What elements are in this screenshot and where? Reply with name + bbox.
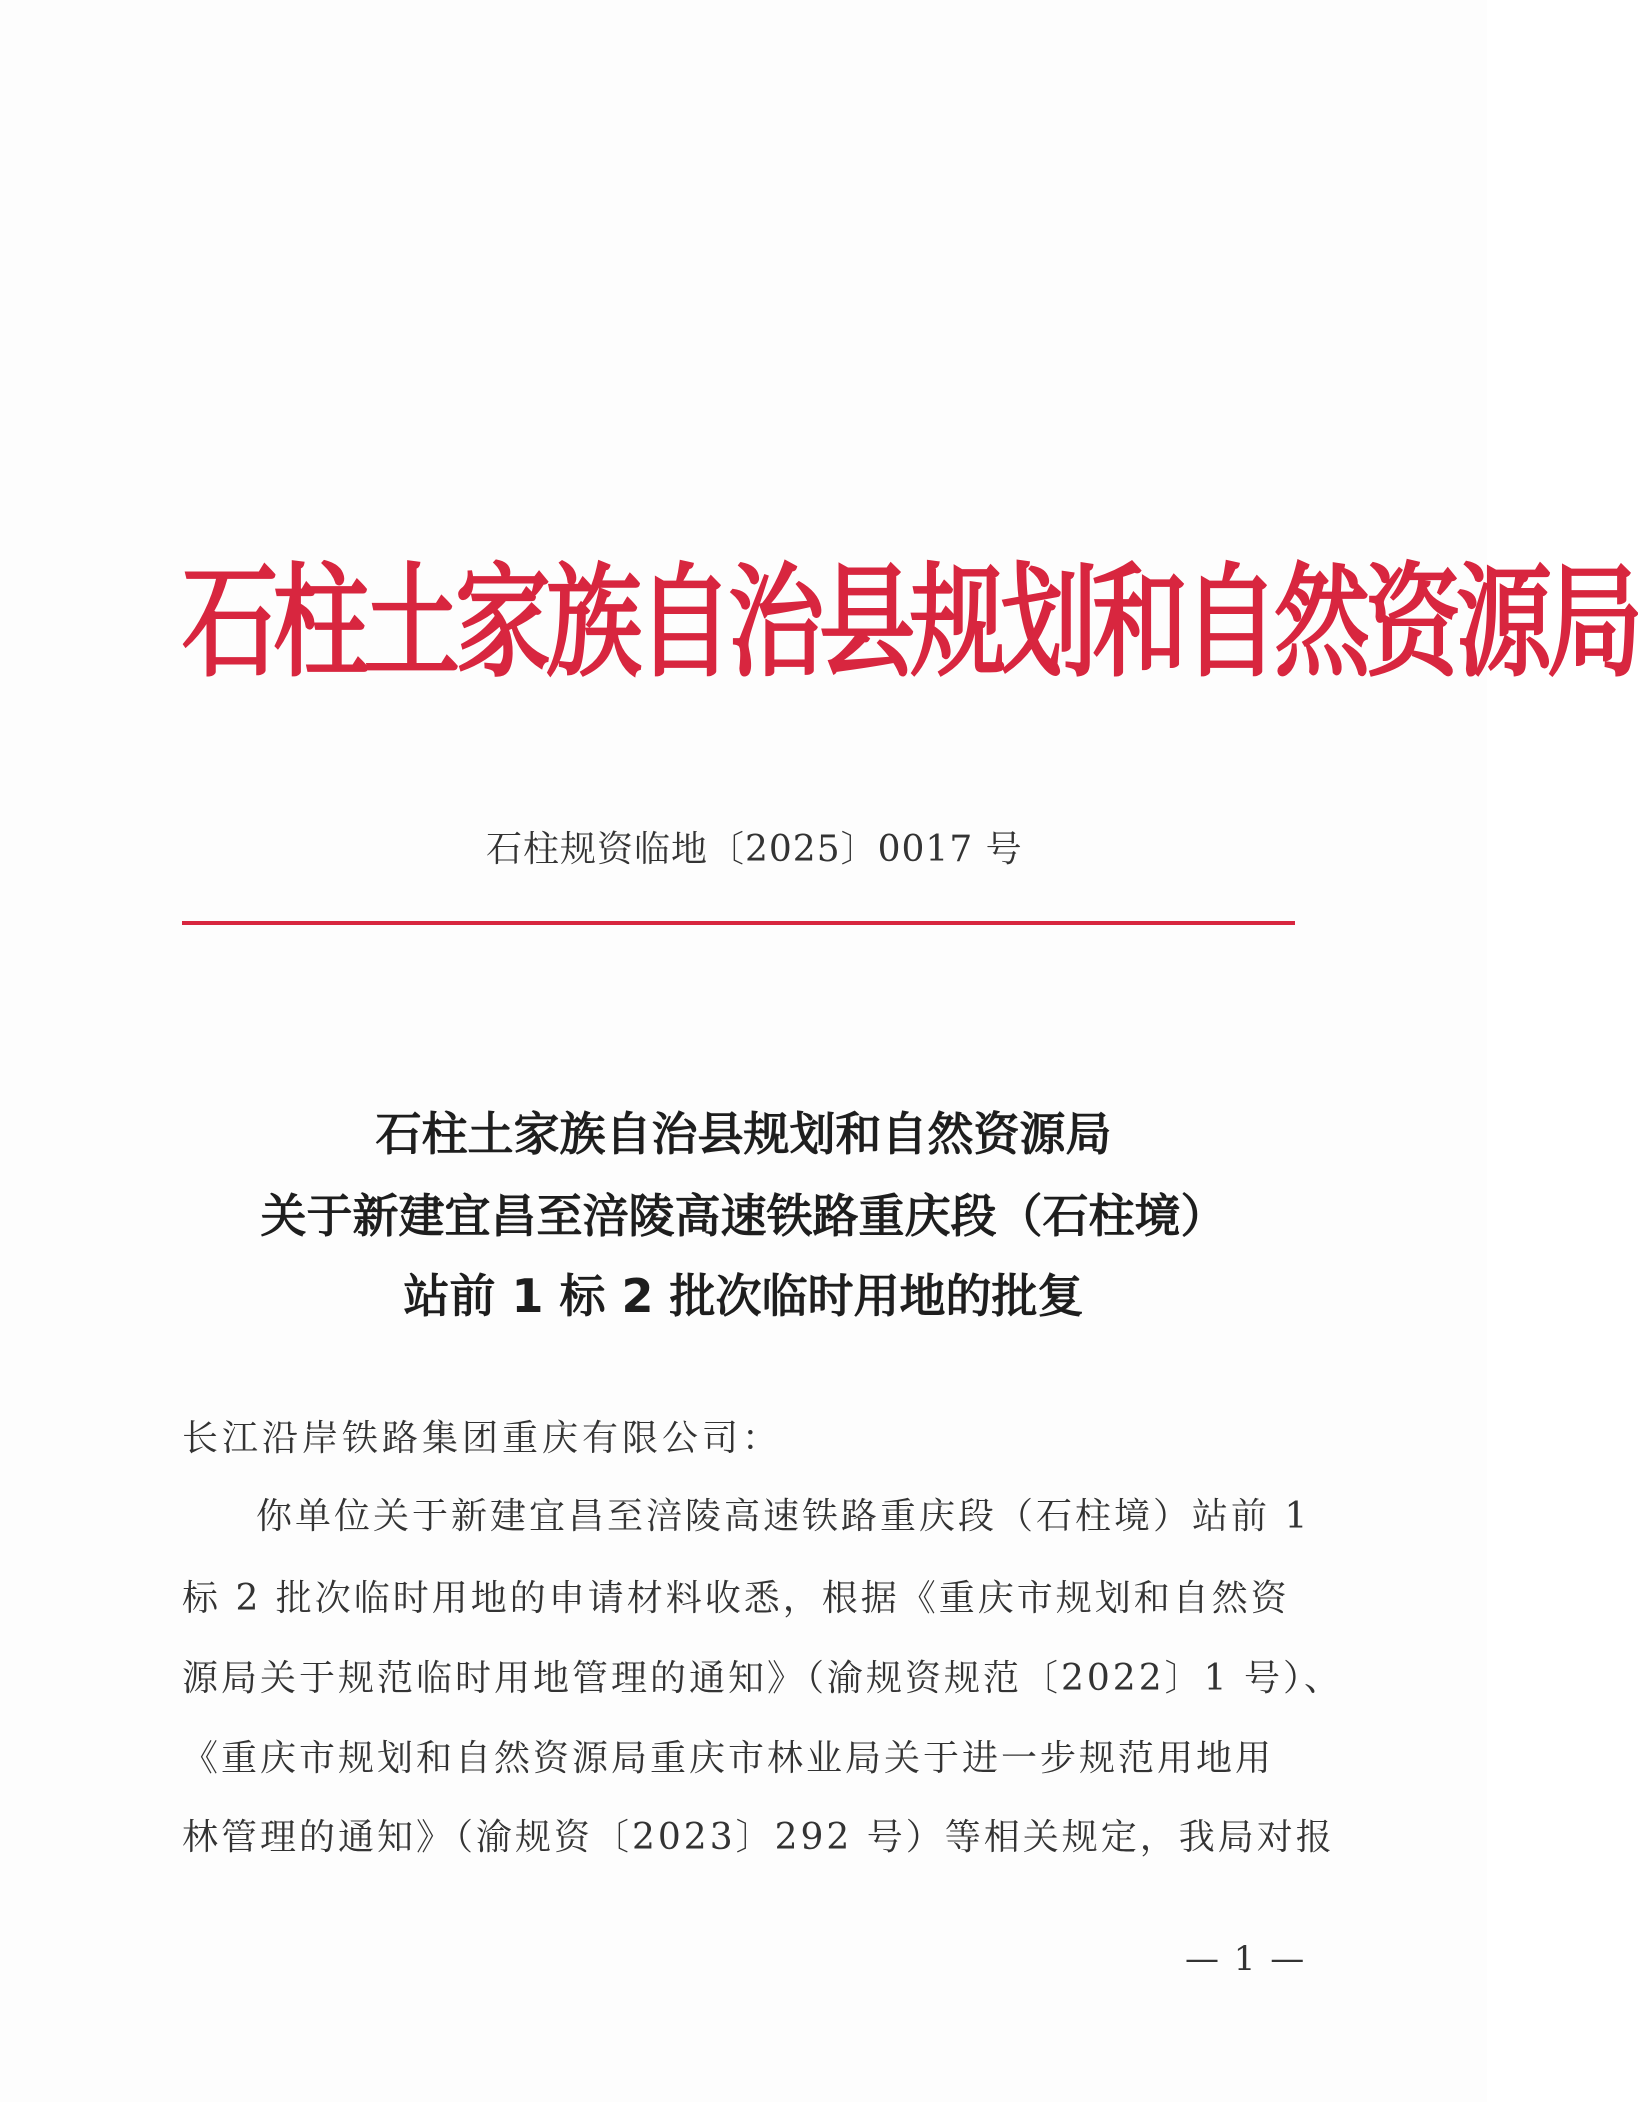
page-number: — 1 — <box>1185 1939 1307 1979</box>
document-number: 石柱规资临地〔2025〕0017 号 <box>486 829 1023 870</box>
document-title-line-2: 关于新建宜昌至涪陵高速铁路重庆段（石柱境） <box>260 1189 1227 1243</box>
addressee: 长江沿岸铁路集团重庆有限公司： <box>182 1418 783 1459</box>
document-title-line-3: 站前 1 标 2 批次临时用地的批复 <box>403 1269 1084 1323</box>
body-line: 林管理的通知》（渝规资〔2023〕292 号）等相关规定，我局对报 <box>182 1817 1335 1858</box>
red-divider-line <box>182 921 1295 925</box>
body-line: 标 2 批次临时用地的申请材料收悉，根据《重庆市规划和自然资 <box>182 1578 1290 1619</box>
body-line: 《重庆市规划和自然资源局重庆市林业局关于进一步规范用地用 <box>182 1738 1275 1779</box>
document-title-line-1: 石柱土家族自治县规划和自然资源局 <box>375 1107 1112 1161</box>
issuer-red-header: 石柱土家族自治县规划和自然资源局 <box>182 551 1638 695</box>
body-line: 源局关于规范临时用地管理的通知》（渝规资规范〔2022〕1 号）、 <box>182 1658 1343 1699</box>
body-line: 你单位关于新建宜昌至涪陵高速铁路重庆段（石柱境）站前 1 <box>256 1496 1311 1537</box>
